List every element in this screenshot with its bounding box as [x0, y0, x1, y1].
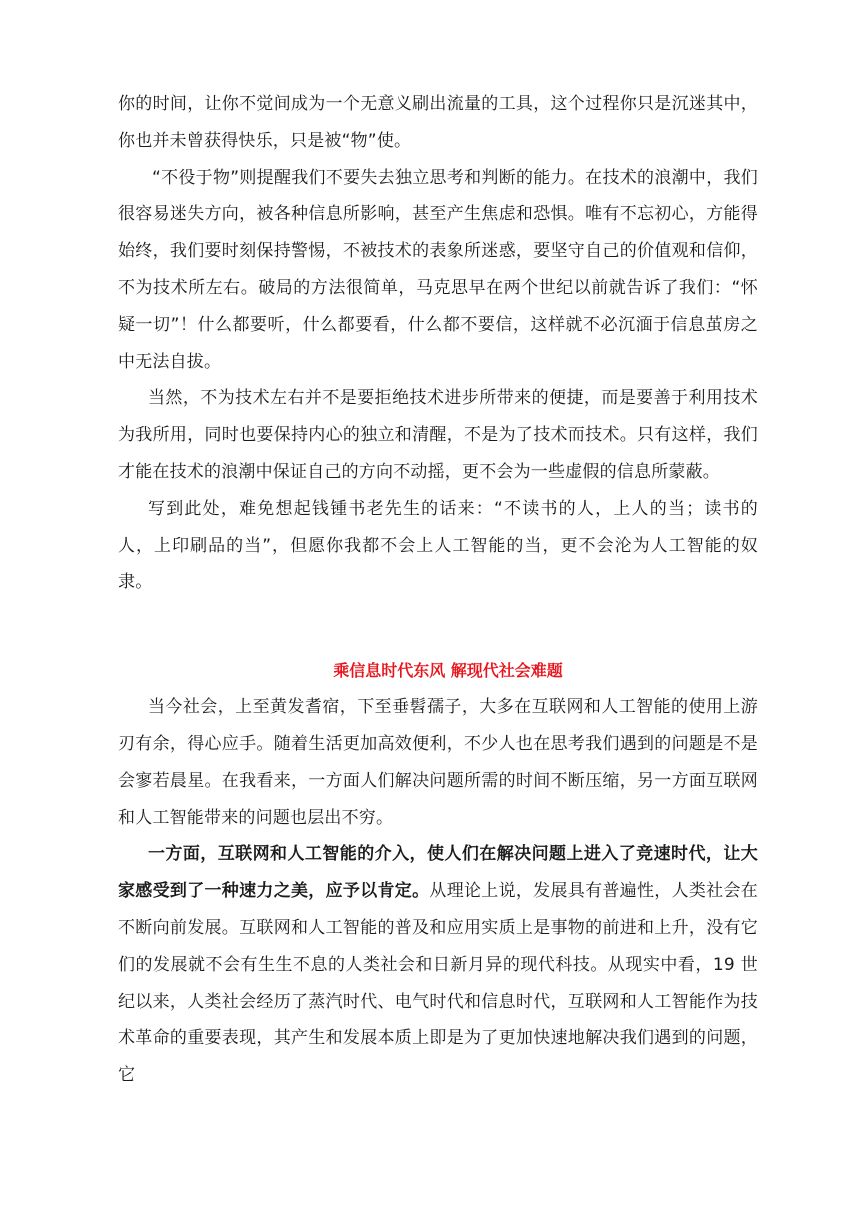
essay-title: 乘信息时代东风 解现代社会难题	[333, 661, 563, 681]
paragraph-point-one	[118, 836, 758, 1094]
paragraph-qian-zhongshu-quote: 写到此处，难免想起钱锺书老先生的话来：“不读书的人，上人的当；读书的人，上印刷品的当”，但愿你我都不会上人工智能的当，更不会沦为人工智能的奴隶。	[118, 498, 758, 593]
paragraph-not-enslaved-by-things: “不役于物”则提醒我们不要失去独立思考和判断的能力。在技术的浪潮中，我们很容易迷失方向，被各种信息所影响，甚至产生焦虑和恐惧。唯有不忘初心，方能得始终，我们要时刻保持警惕，不被技术的表象所迷惑，要坚守自己的价值观和信仰，不为技术所左右。破局的方法很简单，马克思早在两个世纪以前就告诉了我们：“怀疑一切”！什么都要听，什么都要看，什么都不要信，这样就不必沉湎于信息茧房之中无法自拔。	[118, 167, 758, 372]
document-body	[118, 86, 758, 1094]
paragraph-continuation: 你的时间，让你不觉间成为一个无意义刷出流量的工具，这个过程你只是沉迷其中，你也并未曾获得快乐，只是被“物”使。	[118, 94, 758, 151]
point-one-argument: 从理论上说，发展具有普遍性，人类社会在不断向前发展。互联网和人工智能的普及和应用实质上是事物的前进和上升，没有它们的发展就不会有生生不息的人类社会和日新月异的现代科技。从现实中看，19 世纪以来，人类社会经历了蒸汽时代、电气时代和信息时代，互联网和人工智能作为技术革命的重要表现，其产生和发展本质上即是为了更加快速地解决我们遇到的问题，它	[118, 881, 758, 1086]
paragraph-use-technology: 当然，不为技术左右并不是要拒绝技术进步所带来的便捷，而是要善于利用技术为我所用，同时也要保持内心的独立和清醒，不是为了技术而技术。只有这样，我们才能在技术的浪潮中保证自己的方向不动摇，更不会为一些虚假的信息所蒙蔽。	[118, 388, 758, 482]
point-one-thesis: 一方面，互联网和人工智能的介入，使人们在解决问题上进入了竞速时代，让大家感受到了一种速力之美，应予以肯定。	[118, 844, 758, 902]
paragraph-intro: 当今社会，上至黄发耆宿，下至垂髫孺子，大多在互联网和人工智能的使用上游刃有余，得心应手。随着生活更加高效便利，不少人也在思考我们遇到的问题是不是会寥若晨星。在我看来，一方面人们解决问题所需的时间不断压缩，另一方面互联网和人工智能带来的问题也层出不穷。	[118, 697, 758, 828]
